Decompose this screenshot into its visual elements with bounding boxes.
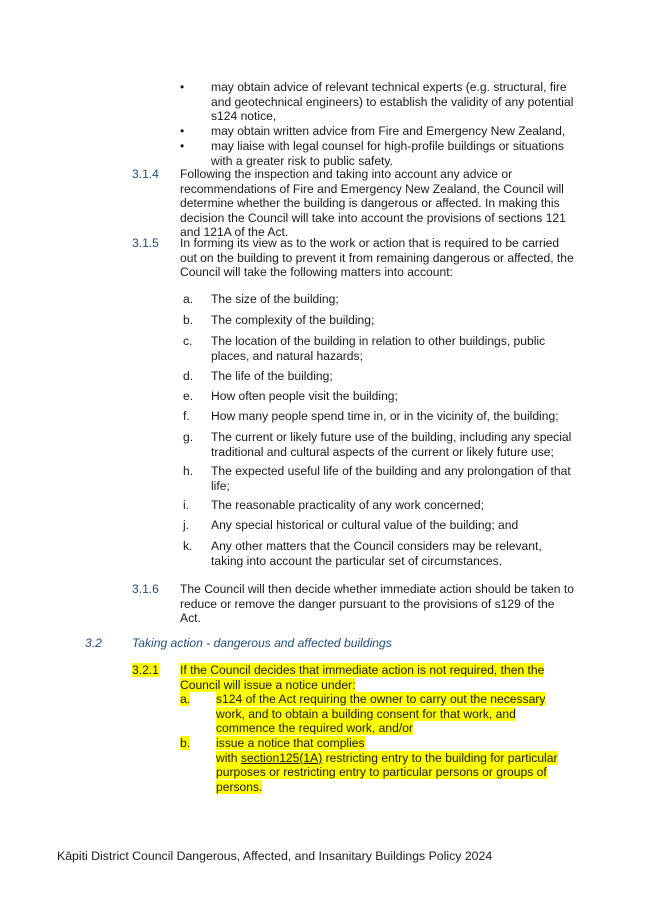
- text-line: Act.: [180, 611, 201, 626]
- clause-number: 3.1.4: [132, 167, 159, 181]
- list-item: Any other matters that the Council considers may be relevant, taking into account the particular set of circumstances.: [211, 539, 542, 568]
- text-line: purposes or restricting entry to particular persons or groups of: [216, 765, 547, 780]
- text-line: work, and to obtain a building consent for that work, and: [216, 706, 516, 721]
- list-item: The location of the building in relation to other buildings, public places, and natural hazards;: [211, 334, 546, 363]
- clause-3-1-5-text: [180, 236, 575, 280]
- list-item: The reasonable practicality of any work concerned;: [211, 498, 484, 512]
- text-line: In forming its view as to the work or action that is required to be carried: [180, 236, 560, 250]
- list-letter: c.: [183, 334, 193, 348]
- list-item: The current or likely future use of the building, including any special traditional and cultural aspects of the current or likely future use;: [211, 430, 572, 459]
- clause-3-2-1-text: [180, 663, 580, 692]
- letter-highlight: a.: [180, 692, 191, 706]
- text-line: reduce or remove the danger pursuant to the provisions of s129 of the: [180, 596, 555, 611]
- list-item: The complexity of the building;: [211, 313, 375, 327]
- text-line: may obtain written advice from Fire and Emergency New Zealand,: [211, 124, 566, 138]
- text-line: Following the inspection and taking into account any advice or: [180, 167, 513, 181]
- text-line: and 121A of the Act.: [180, 225, 289, 240]
- text-fragment: with: [216, 750, 241, 765]
- clause-number-highlight: 3.2.1: [132, 663, 159, 677]
- text-line: issue a notice that complies: [216, 736, 365, 750]
- letter-highlight: b.: [180, 736, 191, 750]
- text-line: determine whether the building is dangerous or affected. In making this: [180, 196, 560, 211]
- clause-number: 3.1.6: [132, 582, 159, 596]
- text-line: with a greater risk to public safety.: [211, 153, 393, 168]
- bullet-marker: •: [180, 139, 185, 153]
- text-line: Council will issue a notice under:: [180, 677, 356, 692]
- text-line: s124 notice,: [211, 109, 277, 124]
- list-item: The expected useful life of the building and any prolongation of that life;: [211, 464, 571, 493]
- section-number: 3.2: [85, 636, 102, 650]
- list-letter: k.: [183, 539, 193, 553]
- clause-number: [132, 663, 159, 678]
- list-item: How often people visit the building;: [211, 389, 398, 403]
- list-letter: f.: [183, 409, 190, 423]
- clause-3-1-4-text: [180, 167, 575, 240]
- text-line: may liaise with legal counsel for high-profile buildings or situations: [211, 139, 564, 153]
- text-line: Council will take the following matters into account:: [180, 265, 453, 280]
- text-line: If the Council decides that immediate action is not required, then the: [180, 663, 545, 677]
- list-letter: a.: [183, 292, 194, 306]
- bullet-marker: •: [180, 124, 185, 138]
- text-line: decision the Council will take into account the provisions of sections 121: [180, 210, 566, 225]
- text-line: The Council will then decide whether immediate action should be taken to: [180, 582, 574, 596]
- list-item: [216, 736, 576, 794]
- text-line: s124 of the Act requiring the owner to carry out the necessary: [216, 692, 546, 706]
- text-line: persons.: [216, 779, 263, 794]
- list-letter: j.: [183, 518, 190, 532]
- bullet-item-1: [211, 80, 581, 124]
- section-125-1a-link[interactable]: section125(1A): [240, 750, 323, 765]
- list-letter: g.: [183, 430, 194, 444]
- list-letter: e.: [183, 389, 194, 403]
- text-line: may obtain advice of relevant technical experts (e.g. structural, fire: [211, 80, 567, 94]
- list-letter: d.: [183, 369, 194, 383]
- list-item: The life of the building;: [211, 369, 333, 383]
- list-item: Any special historical or cultural value of the building; and: [211, 518, 519, 532]
- page-footer: Kāpiti District Council Dangerous, Affected, and Insanitary Buildings Policy 2024: [57, 849, 493, 863]
- list-item: [216, 692, 576, 736]
- bullet-item-3: [211, 139, 581, 168]
- bullet-item-2: [211, 124, 581, 139]
- bullet-marker: •: [180, 80, 185, 94]
- clause-number: 3.1.5: [132, 236, 159, 250]
- text-line: out on the building to prevent it from remaining dangerous or affected, the: [180, 250, 574, 265]
- list-letter: b.: [183, 313, 194, 327]
- text-line: commence the required work, and/or: [216, 721, 413, 736]
- text-fragment: restricting entry to the building for particular: [322, 750, 558, 765]
- list-letter: i.: [183, 498, 190, 512]
- list-letter: h.: [183, 464, 194, 478]
- clause-3-1-6-text: [180, 582, 575, 626]
- list-item: How many people spend time in, or in the vicinity of, the building;: [211, 409, 559, 423]
- list-item: The size of the building;: [211, 292, 339, 306]
- text-line: and geotechnical engineers) to establish the validity of any potential: [211, 94, 574, 109]
- list-letter: [180, 692, 190, 707]
- list-letter: [180, 736, 190, 751]
- text-line: recommendations of Fire and Emergency New Zealand, the Council will: [180, 181, 564, 196]
- section-title: Taking action - dangerous and affected buildings: [132, 636, 392, 650]
